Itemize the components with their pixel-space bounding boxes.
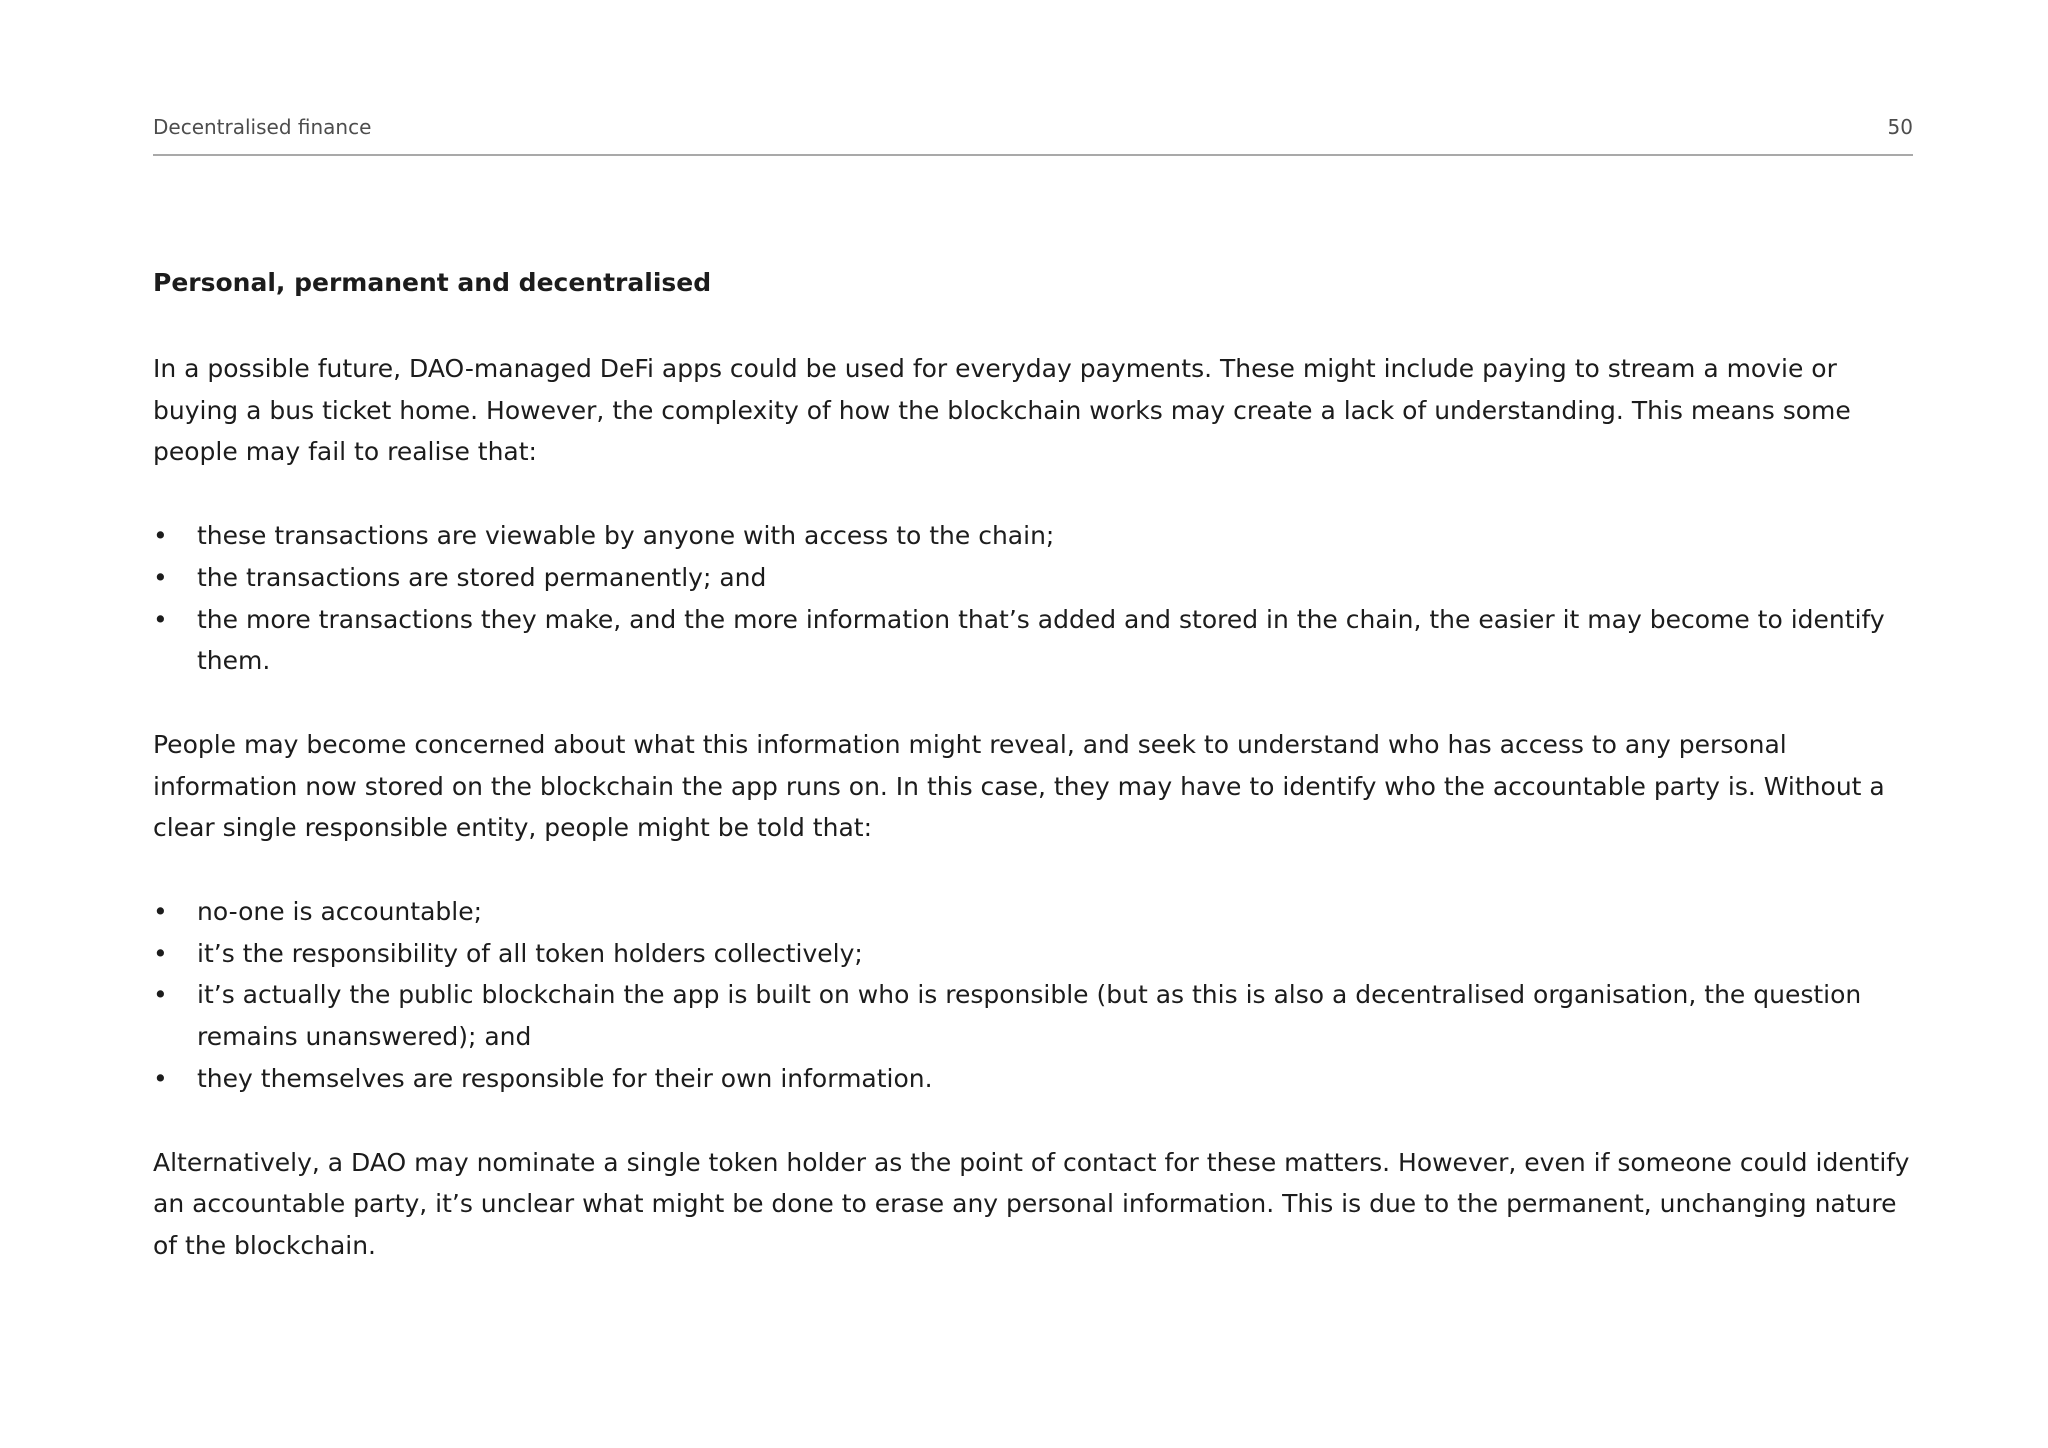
list-item-text: no-one is accountable; [197,897,483,927]
list-item-text: they themselves are responsible for their own information. [197,1063,933,1093]
list-item-text: the more transactions they make, and the more information that’s added and stored in the chain, the easier it may become to identify them. [197,604,1885,676]
page-number: 50 [1887,115,1913,139]
bullet-list-accountability [153,891,1913,1100]
section-heading: Personal, permanent and decentralised [153,268,712,297]
bullet-list-visibility [153,515,1913,682]
list-item [153,1058,1913,1100]
list-item-text: the transactions are stored permanently; and [197,562,767,592]
middle-paragraph: People may become concerned about what this information might reveal, and seek to understand who has access to any personal information now stored on the blockchain the app runs on. In this case, they may have to identify who the accountable party is. Without a clear single responsible entity, people might be told that: [153,729,1885,843]
closing-paragraph: Alternatively, a DAO may nominate a single token holder as the point of contact for these matters. However, even if someone could identify an accountable party, it’s unclear what might be done to erase any personal information. This is due to the permanent, unchanging nature of the blockchain. [153,1147,1910,1260]
bullet-icon: • [153,521,168,551]
bullet-icon: • [153,980,168,1010]
list-item [153,891,1913,933]
list-item [153,933,1913,975]
bullet-icon: • [153,562,168,592]
list-item [153,515,1913,557]
page-content [153,264,1913,1267]
list-item [153,557,1913,599]
list-item-text: it’s the responsibility of all token holders collectively; [197,938,863,968]
list-item-text: these transactions are viewable by anyone with access to the chain; [197,521,1055,551]
bullet-icon: • [153,897,168,927]
bullet-icon: • [153,604,168,634]
bullet-icon: • [153,1063,168,1093]
list-item-text: it’s actually the public blockchain the app is built on who is responsible (but as this is also a decentralised organisation, the question remains unanswered); and [197,980,1862,1052]
document-page [153,0,1913,1448]
list-item [153,599,1913,682]
bullet-icon: • [153,938,168,968]
running-header [153,112,1913,156]
running-title: Decentralised finance [153,115,372,139]
intro-paragraph: In a possible future, DAO-managed DeFi apps could be used for everyday payments. These might include paying to stream a movie or buying a bus ticket home. However, the complexity of how the blockchain works may create a lack of understanding. This means some people may fail to realise that: [153,354,1851,467]
list-item [153,974,1913,1057]
